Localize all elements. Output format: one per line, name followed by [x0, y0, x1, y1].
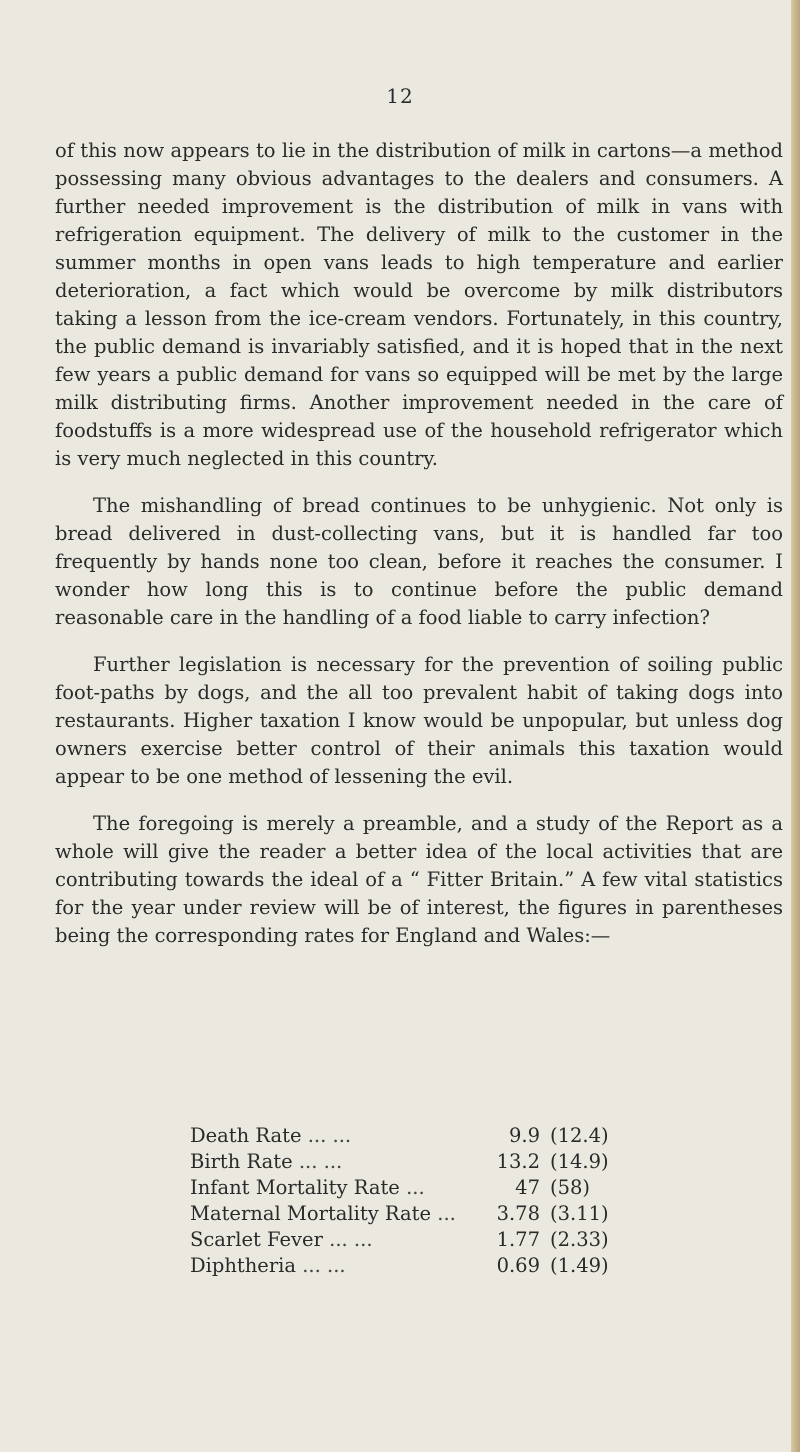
stat-label: Scarlet Fever ... ... — [190, 1228, 373, 1251]
page-number: 12 — [386, 84, 414, 108]
table-row — [190, 1123, 710, 1149]
stat-value: 1.77 — [496, 1228, 540, 1251]
stat-label: Infant Mortality Rate ... — [190, 1176, 425, 1199]
paragraph-dog-legislation: Further legislation is necessary for the prevention of soiling public foot-paths by dogs, and the all too prevalent habit of taking dogs into restaurants. Higher taxation I know would be unpopular, but unless dog owners exercise better control of their animals this taxation would appear to be one method of lessening the evil. — [55, 653, 783, 788]
table-row — [190, 1175, 710, 1201]
paragraph-vital-statistics-intro: The foregoing is merely a preamble, and a study of the Report as a whole will give the reader a better idea of the local activities that are contributing towards the ideal of a “ Fitter Britain.” A few vital statistics for the year under review will be of interest, the figures in parentheses being the corresponding rates for England and Wales:— — [55, 812, 783, 947]
table-row — [190, 1149, 710, 1175]
paragraph-bread-handling: The mishandling of bread continues to be unhygienic. Not only is bread delivered in dust-collecting vans, but it is handled far too frequently by hands none too clean, before it reaches the consumer. I wonder how long this is to continue before the public demand reasonable care in the handling of a food liable to carry infection? — [55, 494, 783, 629]
paragraph-milk-distribution: of this now appears to lie in the distribution of milk in cartons—a method possessing many obvious advantages to the dealers and consumers. A further needed improvement is the distribution of milk in vans with refrigeration equipment. The delivery of milk to the customer in the summer months in open vans leads to high temperature and earlier deterioration, a fact which would be overcome by milk distributors taking a lesson from the ice-cream vendors. Fortunately, in this country, the public demand is invariably satisfied, and it is hoped that in the next few years a public demand for vans so equipped will be met by the large milk distributing firms. Another improvement needed in the care of foodstuffs is a more widespread use of the household refrigerator which is very much neglected in this country. — [55, 139, 783, 470]
stat-value: 47 — [515, 1176, 540, 1199]
stat-value: 13.2 — [496, 1150, 540, 1173]
stat-value: 9.9 — [508, 1124, 540, 1147]
vital-statistics-table — [190, 1123, 710, 1279]
stat-england-wales: (12.4) — [550, 1124, 609, 1147]
stat-england-wales: (3.11) — [550, 1202, 609, 1225]
table-row — [190, 1227, 710, 1253]
stat-england-wales: (14.9) — [550, 1150, 609, 1173]
stat-value: 0.69 — [496, 1254, 540, 1277]
stat-label: Birth Rate ... ... — [190, 1150, 343, 1173]
stat-label: Maternal Mortality Rate ... — [190, 1202, 456, 1225]
stat-value: 3.78 — [496, 1202, 540, 1225]
stat-england-wales: (1.49) — [550, 1254, 609, 1277]
page-edge — [791, 0, 800, 1452]
stat-label: Death Rate ... ... — [190, 1124, 352, 1147]
table-row — [190, 1201, 710, 1227]
body-text — [55, 137, 783, 950]
stat-england-wales: (58) — [550, 1176, 591, 1199]
stat-label: Diphtheria ... ... — [190, 1254, 346, 1277]
table-row — [190, 1253, 710, 1279]
stat-england-wales: (2.33) — [550, 1228, 609, 1251]
